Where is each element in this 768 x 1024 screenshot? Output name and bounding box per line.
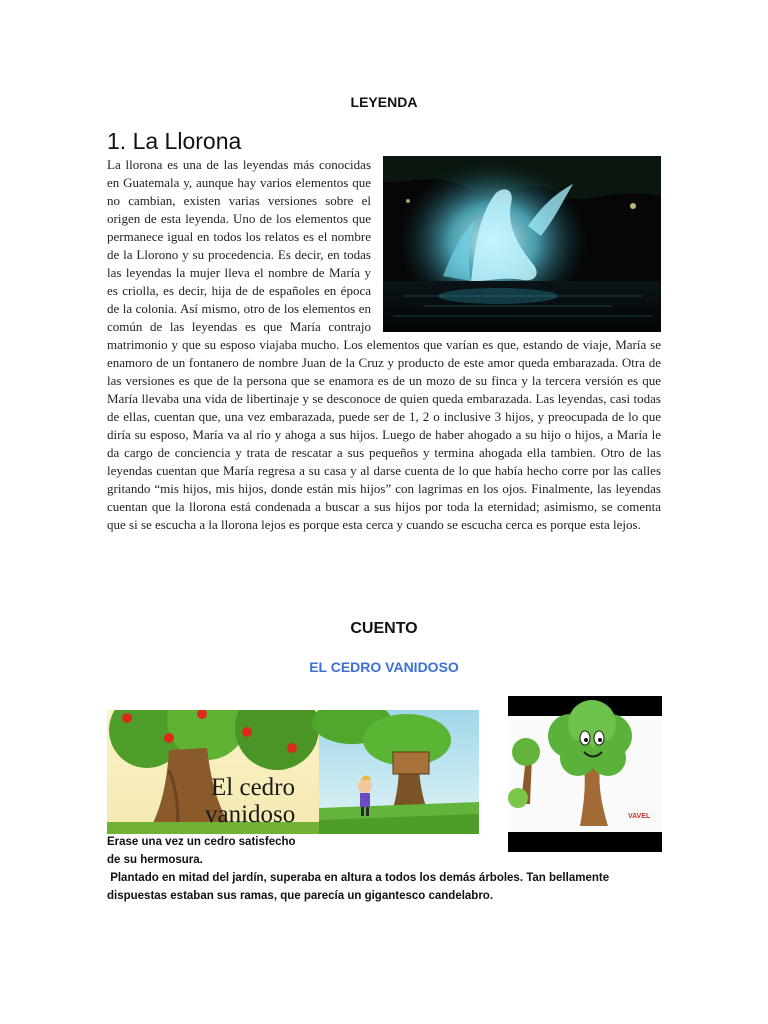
cedro-banner-image [107,710,479,834]
legend-story-title: 1. La Llorona [107,128,242,154]
llorona-ghost-image [383,156,661,332]
banner-title-line1: El cedro [211,774,295,801]
legend-paragraph: La llorona es una de las leyendas más conocidas en Guatemala y, aunque hay varios elementos que no cambian, existen varias versiones sobre el origen de esta leyenda. Uno de los elementos que permanece igual en todos los relatos es el nombre de la Llorono y su procedencia. Es decir, en todas las leyendas la mujer lleva el nombre de María y es criolla, es decir, hija de de españoles en época de la colonia. Así mismo, otro de los elementos en común de las leyendas es que María contrajo matrimonio y que su esposo viajaba mucho. Los elementos que varían es que, estando de viaje, María se enamoro de un fontanero de nombre Juan de la Cruz y producto de este amor queda embarazada. Otra de las versiones es que de la persona que se enamora es de un mozo de su finca y la tercera versión es que María llevaba una vida de libertinaje y se desconoce de quien queda embarazada. Las leyendas, casi todas de ellas, cuentan que, una vez embarazada, puede ser de 1, 2 o inclusive 3 hijos, y preocupada de lo que diría su esposo, María va al río y ahoga a sus hijos. Luego de haber ahogado a su hijo o hijos, a María le da cargo de conciencia y trata de rescatar a sus pequeños y termina ahogada ella tambien. Otro de las leyendas cuentan que María regresa a su casa y al darse cuenta de lo que había hecho corre por las calles gritando “mis hijos, mis hijos, donde están mis hijos” con lagrimas en los ojos. Finalmente, las leyendas cuentan que la llorona está condenada a buscar a sus hijos por toda la eternidad; asimismo, se comenta que si se escucha a la llorona lejos es porque esta cerca y cuando se escucha cerca es porque esta lejos. [107,157,661,532]
story-body [107,833,667,905]
story-line-4: dispuestas estaban sus ramas, que parecía un gigantesco candelabro. [107,890,494,902]
story-line-3: Plantado en mitad del jardín, superaba en altura a todos los demás árboles. Tan bellamente [107,872,610,884]
legend-body [107,156,661,534]
cedro-cartoon-image [508,696,662,852]
story-line-2: de su hermosura. [107,854,203,866]
banner-title-line2: vanidoso [205,801,296,828]
story-line-1: Erase una vez un cedro satisfecho [107,836,296,848]
legend-heading: LEYENDA [350,94,418,110]
story-heading: CUENTO [350,620,418,637]
story-title: EL CEDRO VANIDOSO [309,659,459,675]
cartoon-logo: VAVEL [628,813,651,820]
